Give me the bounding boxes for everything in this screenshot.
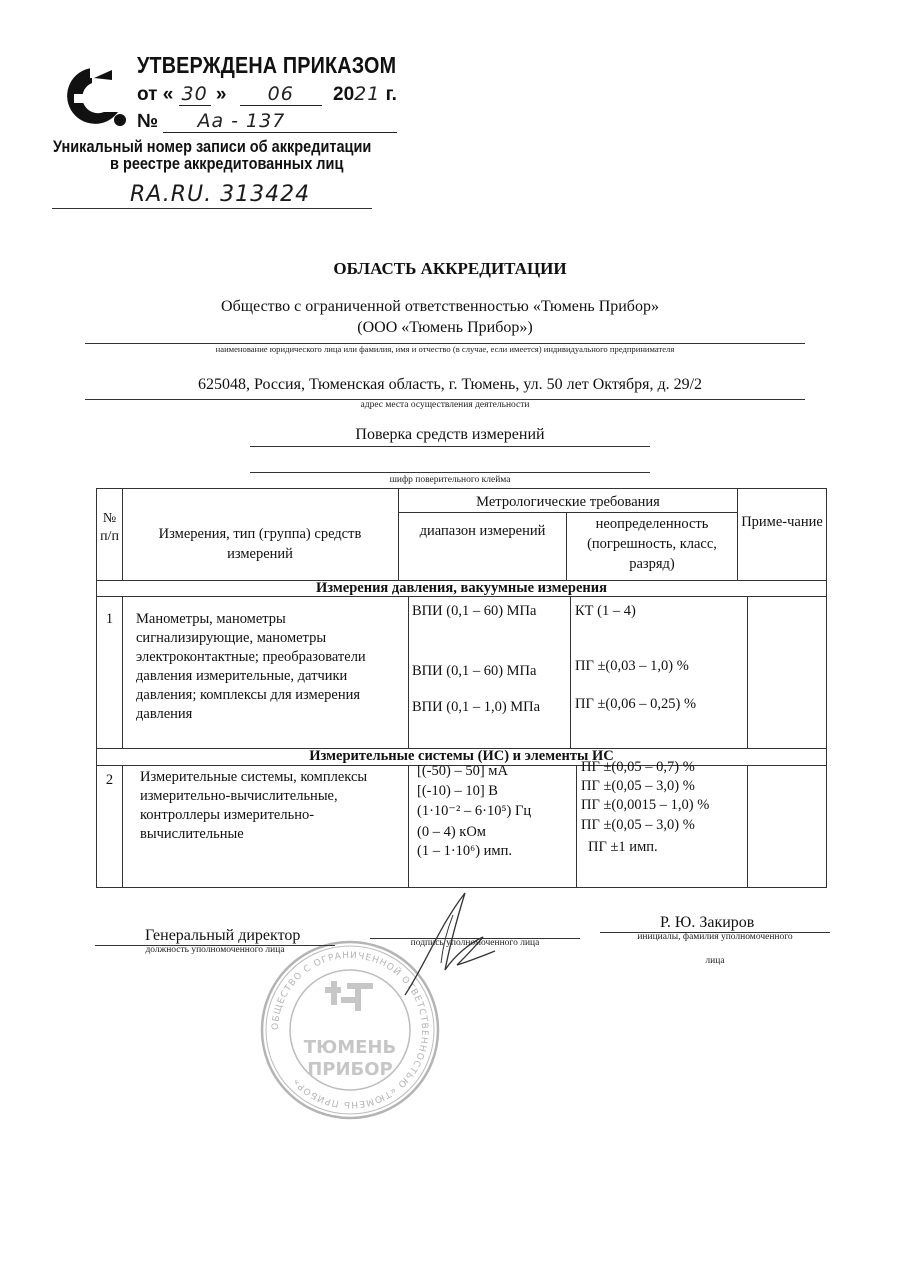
activity-type: Поверка средств измерений	[355, 426, 545, 443]
date-year-suffix: 21	[354, 83, 381, 105]
date-prefix: от «	[137, 84, 174, 105]
organization-name: Общество с ограниченной ответственностью «Тюмень Прибор»	[221, 298, 659, 315]
header-num: № п/п	[100, 511, 119, 544]
address-caption: адрес места осуществления деятельности	[360, 400, 530, 410]
row-1-range-1: ВПИ (0,1 – 60) МПа	[412, 603, 537, 619]
registry-number: RA.RU. 313424	[130, 182, 311, 207]
row-2-name: Измерительные системы, комплексы измерительно-вычислительные, контроллеры измерительно-вычислительные	[140, 769, 368, 842]
section-title-systems: Измерительные системы (ИС) и элементы ИС	[309, 748, 614, 764]
section-title-pressure: Измерения давления, вакуумные измерения	[316, 580, 607, 596]
initials-caption: инициалы, фамилия уполномоченного	[637, 932, 793, 942]
row-1-name: Манометры, манометры сигнализирующие, манометры электроконтактные; преобразователи давления измерительные, датчики давления; комплексы для измерения давления	[136, 611, 366, 722]
row-2-range-3: (1·10⁻² – 6·10⁵) Гц	[417, 803, 532, 819]
accreditation-table	[96, 488, 827, 888]
row-1-uncertainty-3: ПГ ±(0,06 – 0,25) %	[575, 696, 697, 712]
signatory-position: Генеральный директор	[145, 927, 301, 944]
address: 625048, Россия, Тюменская область, г. Тюмень, ул. 50 лет Октября, д. 29/2	[197, 376, 703, 393]
row-2-num: 2	[105, 772, 114, 788]
seal-center-line1: ТЮМЕНЬ	[303, 1037, 397, 1058]
approval-order	[137, 110, 397, 133]
registry-underline	[52, 208, 372, 209]
accreditation-logo	[52, 60, 132, 140]
registry-caption-line1: Уникальный номер записи об аккредитации	[53, 138, 372, 156]
row-1-uncertainty-1: КТ (1 – 4)	[575, 603, 636, 619]
row-1-range-3: ВПИ (0,1 – 1,0) МПа	[412, 699, 541, 715]
organization-caption: наименование юридического лица или фамилия, имя и отчество (в случае, если имеется) индивидуального предпринимателя	[215, 344, 675, 354]
stamp-caption: шифр поверительного клейма	[389, 475, 511, 485]
stamp-underline	[250, 472, 650, 473]
row-2-range-1: [(-50) – 50] мА	[417, 763, 508, 779]
header-range: диапазон измерений	[419, 523, 546, 539]
row-1-range-2: ВПИ (0,1 – 60) МПа	[412, 663, 537, 679]
date-day: 30	[179, 83, 211, 106]
position-caption: должность уполномоченного лица	[145, 945, 285, 955]
date-month: 06	[240, 83, 322, 106]
signature-caption: подпись уполномоченного лица	[410, 938, 540, 948]
row-2-uncertainty-1: ПГ ±(0,05 – 0,7) %	[581, 759, 695, 775]
row-1-uncertainty-2: ПГ ±(0,03 – 1,0) %	[575, 658, 689, 674]
organization-short-name: (ООО «Тюмень Прибор»)	[357, 319, 533, 336]
date-mid: »	[215, 84, 227, 105]
signatory-name: Р. Ю. Закиров	[660, 914, 755, 931]
header-note: Приме-чание	[741, 514, 823, 530]
row-2-uncertainty-3: ПГ ±(0,0015 – 1,0) %	[581, 797, 710, 813]
seal-ring-text: ОБЩЕСТВО С ОГРАНИЧЕННОЙ ОТВЕТСТВЕННОСТЬЮ «ТЮМЕНЬ ПРИБОР»	[270, 950, 430, 1110]
row-2-uncertainty-2: ПГ ±(0,05 – 3,0) %	[581, 778, 695, 794]
activity-underline	[250, 446, 650, 447]
document-title: ОБЛАСТЬ АККРЕДИТАЦИИ	[333, 259, 567, 278]
initials-caption-line2: лица	[705, 956, 725, 966]
row-2-range-2: [(-10) – 10] В	[417, 783, 498, 799]
order-number: Аа - 137	[163, 110, 397, 133]
header-uncertainty: неопределенность (погрешность, класс, разряд)	[587, 516, 717, 572]
seal-center-line2: ПРИБОР	[307, 1059, 393, 1080]
header-measurements: Измерения, тип (группа) средств измерений	[158, 526, 362, 562]
row-1-num: 1	[105, 611, 114, 627]
date-suffix: г.	[385, 84, 397, 105]
row-2-uncertainty-5: ПГ ±1 имп.	[588, 839, 658, 855]
row-2-uncertainty-4: ПГ ±(0,05 – 3,0) %	[581, 817, 695, 833]
order-prefix: №	[137, 111, 159, 132]
row-2-range-4: (0 – 4) кОм	[417, 824, 486, 840]
header-metrological: Метрологические требования	[476, 494, 660, 510]
registry-caption-line2: в реестре аккредитованных лиц	[110, 155, 344, 173]
approval-date	[137, 83, 397, 106]
date-year-prefix: 20	[333, 84, 355, 105]
row-2-range-5: (1 – 1·10⁶) имп.	[417, 843, 512, 859]
approval-title: УТВЕРЖДЕНА ПРИКАЗОМ	[137, 52, 397, 78]
